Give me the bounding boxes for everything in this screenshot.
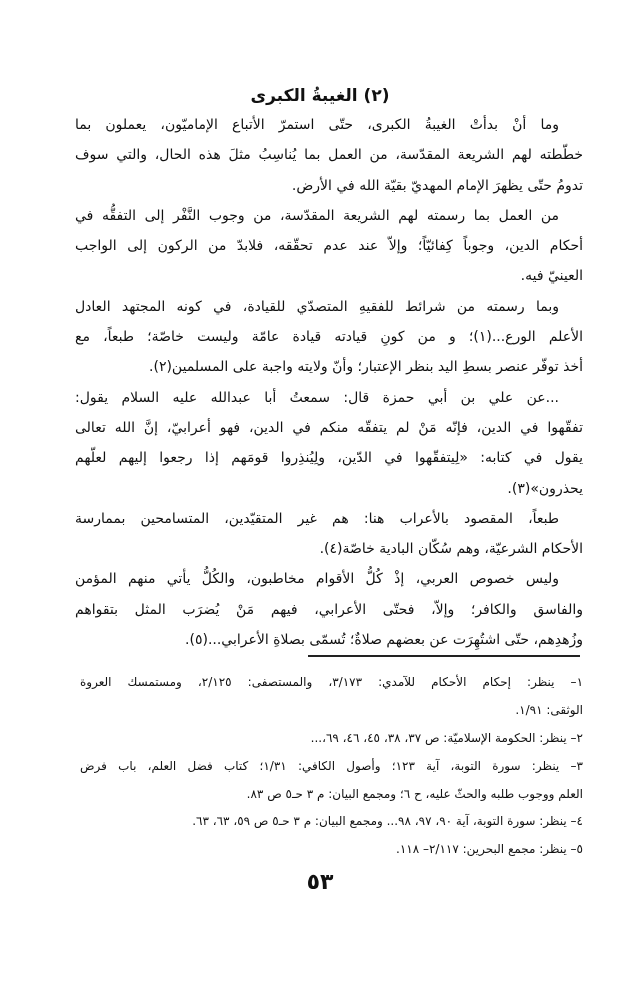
body-line: الأعلم الورع...(١)؛ و من كونِ قيادته قيادة عامّة وليست خاصّة؛ طبعاً، مع [75, 329, 584, 346]
body-line: خطّطته لهم الشريعة المقدّسة، من العمل بما يُناسِبُ مثلَ هذه الحال، والتي سوف [75, 147, 583, 164]
body-line: طبعاً، المقصود بالأعراب هنا: هم غير المتقيّدين، المتسامحين بممارسة [75, 510, 559, 527]
body-line: تدومُ حتّى يظهرَ الإمام المهديّ بقيّة الله في الأرض. [291, 177, 583, 194]
body-line: وليس خصوص العربي، إذْ كُلُّ الأقوام مخاطبون، والكُلُّ يأتي منهم المؤمن [75, 571, 559, 588]
body-line: يقول في كتابه: «لِيتفقّهوا في الدّين، ولِيُنذِروا قومَهم إذا رجعوا إليهم لعلّهم [75, 450, 583, 467]
footnote-line: ٢– ينظر: الحكومة الإسلاميّة: ص ٣٧، ٣٨، ٤٥، ٤٦، ٦٩،... [310, 730, 583, 745]
body-line: ...عن علي بن أبي حمزة قال: سمعتُ أبا عبدالله عليه السلام يقول: [75, 389, 559, 406]
section-title: (٢) الغيبةُ الكبرى [250, 86, 390, 106]
body-text [75, 110, 583, 655]
footnote-line: ٤– ينظر: سورة التوبة، آية ٩٠، ٩٧، ٩٨... ومجمع البيان: م ٣ حـ٥ ص ٥٩، ٦٣، ٦٣. [192, 814, 583, 829]
footnote-separator [308, 655, 580, 657]
footnote-line: ٥– ينظر: مجمع البحرين: ٢/١١٧– ١١٨. [395, 842, 583, 857]
footnote-line: ٣– ينظر: سورة التوبة، آية ١٢٣؛ وأصول الكافي: ١/٣١؛ كتاب فضل العلم، باب فرض [80, 758, 583, 773]
body-line: الأحكام الشرعيّة، وهم سُكّان البادية خاصّة(٤). [319, 541, 583, 558]
footnotes [75, 669, 583, 864]
body-line: وزُهدِهم، حتّى اشتُهِرَت عن بعضهم صلاةٌ؛ تُسمّى بصلاةِ الأعرابي...(٥). [185, 632, 583, 649]
page-number: ٥٣ [306, 869, 334, 895]
body-line: العينيّ فيه. [520, 268, 583, 285]
body-line: أحكام الدين، وجوباً كِفائيّاً؛ وإلاّ عند عدم تحقّقه، فلابدّ من الركون إلى الواجب [75, 238, 583, 255]
footnote-line: الوثقى: ١/٩١. [515, 703, 583, 718]
body-line: أخذ توفّر عنصر بسطِ اليد بنظر الإعتبار؛ وأنّ ولايته واجبة على المسلمين(٢). [149, 359, 583, 376]
body-line: تفقّهوا في الدين، فإنّه مَنْ لم يتفقّه منكم في الدين، فهو أعرابيّ، إنَّ الله تعالى [75, 419, 583, 436]
body-line: وما أنْ بدأتْ الغيبةُ الكبرى، حتّى استمرّ الأتباع الإماميّون، يعملون بما [75, 117, 559, 133]
body-line: من العمل بما رسمته لهم الشريعة المقدّسة، من وجوب النَّفْر إلى التفقُّه في [75, 207, 559, 224]
footnote-line: ١– ينظر: إحكام الأحكام للآمدي: ٣/١٧٣، والمستصفى: ٢/١٢٥، ومستمسك العروة [80, 675, 584, 690]
body-line: والفاسق والكافر؛ وإلاّ، فحتّى الأعرابي، فيهم مَنْ يُضرَب المثل بتقواهم [75, 601, 583, 618]
footnote-line: العلم ووجوب طلبه والحثّ عليه، ح ٦؛ ومجمع البيان: م ٣ حـ٥ ص ٨٣. [246, 786, 583, 801]
body-line: يحذرون»(٣). [507, 480, 583, 497]
body-line: وبما رسمته من شرائط للفقيهِ المتصدّي للقيادة، في كونه المجتهد العادل [75, 298, 559, 315]
